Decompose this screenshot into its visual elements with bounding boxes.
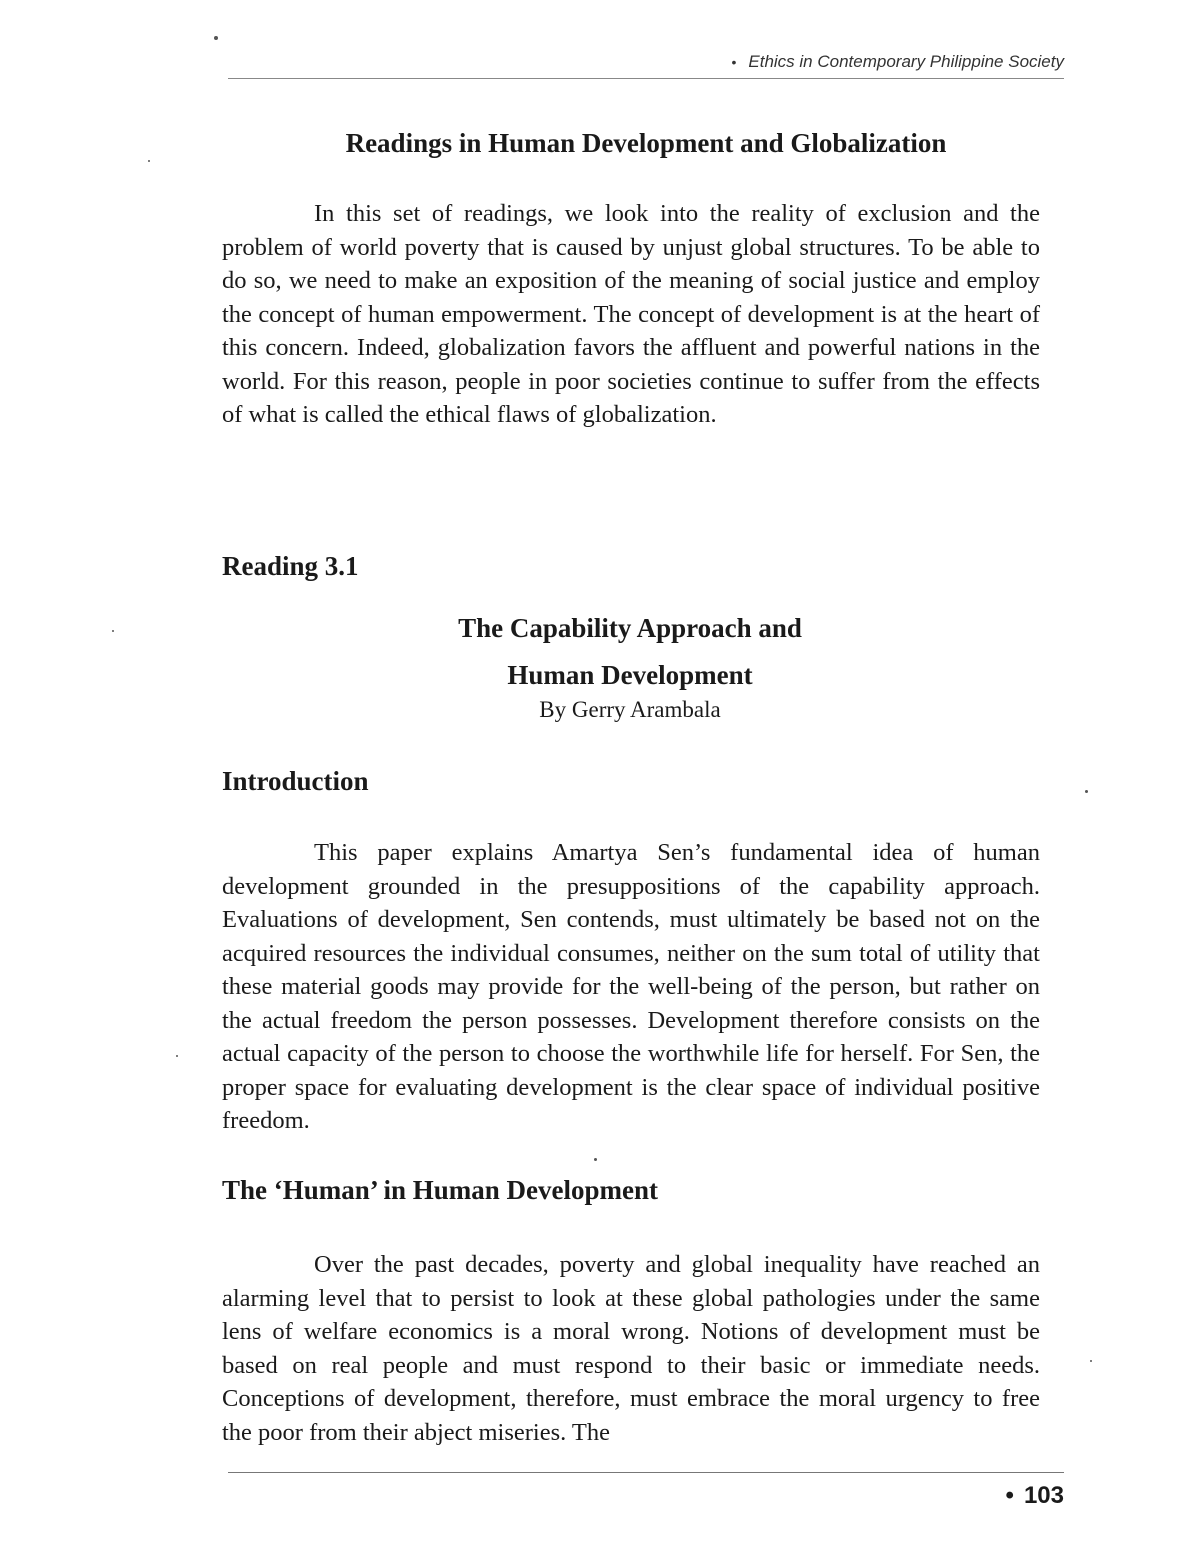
scan-speck: [176, 1055, 178, 1057]
introduction-paragraph: [222, 836, 1040, 1138]
section-title: Readings in Human Development and Globalization: [345, 128, 947, 158]
introduction-heading: Introduction: [222, 766, 369, 796]
human-in-development-heading: The ‘Human’ in Human Development: [222, 1175, 659, 1205]
scan-speck: [112, 630, 114, 632]
header-rule: [228, 78, 1064, 79]
scan-speck: [594, 1158, 597, 1161]
introduction-paragraph-text: This paper explains Amartya Sen’s fundamental idea of human development grounded in the presuppositions of the capability approach. Evaluations of development, Sen contends, must ultimately be based not on the acquired resources the individual consumes, neither on the sum total of utility that these material goods may provide for the well-being of the person, but rather on the actual freedom the person possesses. Development therefore consists on the actual capacity of the person to choose the worthwhile life for herself. For Sen, the proper space for evaluating development is the clear space of individual positive freedom.: [222, 839, 1040, 1134]
article-byline: By Gerry Arambala: [539, 697, 721, 722]
scan-speck: [148, 160, 150, 162]
human-in-development-paragraph: [222, 1248, 1040, 1449]
page-number-value: 103: [1023, 1482, 1064, 1509]
running-header: [228, 52, 1064, 72]
page-number: [1006, 1482, 1064, 1510]
footer-bullet: •: [1005, 1482, 1014, 1509]
intro-paragraph-text: In this set of readings, we look into the reality of exclusion and the problem of world poverty that is caused by unjust global structures. To be able to do so, we need to make an exposition of the meaning of social justice and employ the concept of human empowerment. The concept of development is at the heart of this concern. Indeed, globalization favors the affluent and powerful nations in the world. For this reason, people in poor societies continue to suffer from the effects of what is called the ethical flaws of globalization.: [222, 200, 1040, 428]
article-title-line-1: The Capability Approach and: [458, 613, 802, 643]
header-text: Ethics in Contemporary Philippine Society: [748, 52, 1064, 71]
human-in-development-paragraph-text: Over the past decades, poverty and global inequality have reached an alarming level that to persist to look at these global pathologies under the same lens of welfare economics is a moral wrong. Notions of development must be based on real people and must respond to their basic or immediate needs. Conceptions of development, therefore, must embrace the moral urgency to free the poor from their abject miseries. The: [222, 1251, 1040, 1446]
scan-speck: [1090, 1360, 1092, 1362]
footer-rule: [228, 1472, 1064, 1473]
scan-speck: [1085, 790, 1088, 793]
scan-speck: [214, 36, 218, 40]
reading-label: Reading 3.1: [222, 551, 359, 581]
article-title-line-2: Human Development: [507, 660, 753, 690]
header-bullet: •: [731, 54, 737, 70]
intro-paragraph: [222, 197, 1040, 432]
